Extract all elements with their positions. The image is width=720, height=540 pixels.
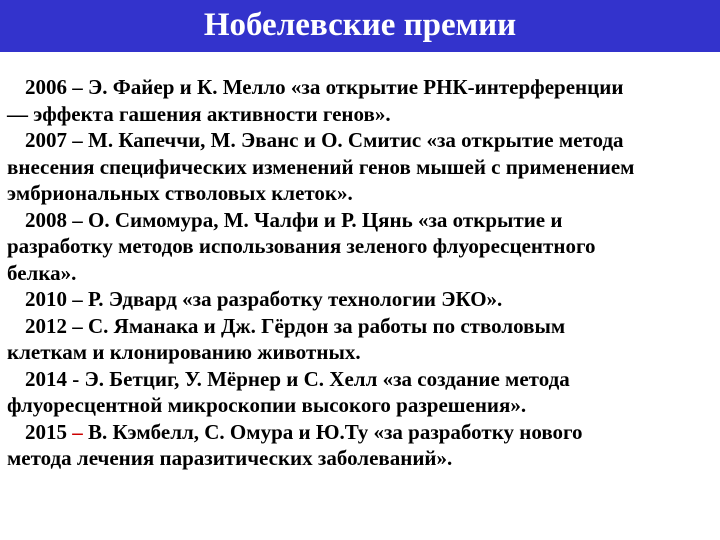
entry-2014-line-2: флуоресцентной микроскопии высокого разрешения». — [7, 393, 527, 417]
entry-2006-line-2: — эффекта гашения активности генов». — [7, 101, 391, 126]
entry-2008-line-2: разработку методов использования зеленого флуоресцентного — [7, 234, 596, 258]
page-title: Нобелевские премии — [203, 7, 517, 43]
entry-2010-line-1: 2010 – Р. Эдвард «за разработку технологии ЭКО». — [25, 287, 503, 311]
title-bar — [0, 0, 720, 52]
entry-2007-line-2: внесения специфических изменений генов мышей с применением — [7, 154, 635, 179]
prize-list — [7, 74, 720, 472]
entry-2015-line-2: метода лечения паразитических заболеваний». — [7, 446, 453, 470]
entry-2007-line-1: 2007 – М. Капеччи, М. Эванс и О. Смитис «за открытие метода — [25, 128, 624, 152]
entry-2015-line-1 — [7, 419, 720, 446]
entry-2015-year: 2015 — [25, 419, 73, 444]
entry-2008-line-1: 2008 – О. Симомура, М. Чалфи и Р. Цянь «за открытие и — [25, 207, 563, 232]
entry-2008-line-3: белка». — [7, 260, 77, 285]
entry-2006-line-1: 2006 – Э. Файер и К. Мелло «за открытие РНК-интерференции — [25, 75, 624, 99]
entry-2012-line-1: 2012 – С. Яманака и Дж. Гёрдон за работы по стволовым — [25, 313, 566, 338]
entry-2007-line-3: эмбриональных стволовых клеток». — [7, 181, 353, 205]
entry-2014-line-1: 2014 - Э. Бетциг, У. Мёрнер и С. Хелл «за создание метода — [25, 366, 570, 391]
entry-2012-line-2: клеткам и клонированию животных. — [7, 340, 361, 364]
entry-2015-text: В. Кэмбелл, С. Омура и Ю.Ту «за разработку нового — [82, 419, 583, 444]
entry-2015-dash: – — [72, 419, 83, 444]
